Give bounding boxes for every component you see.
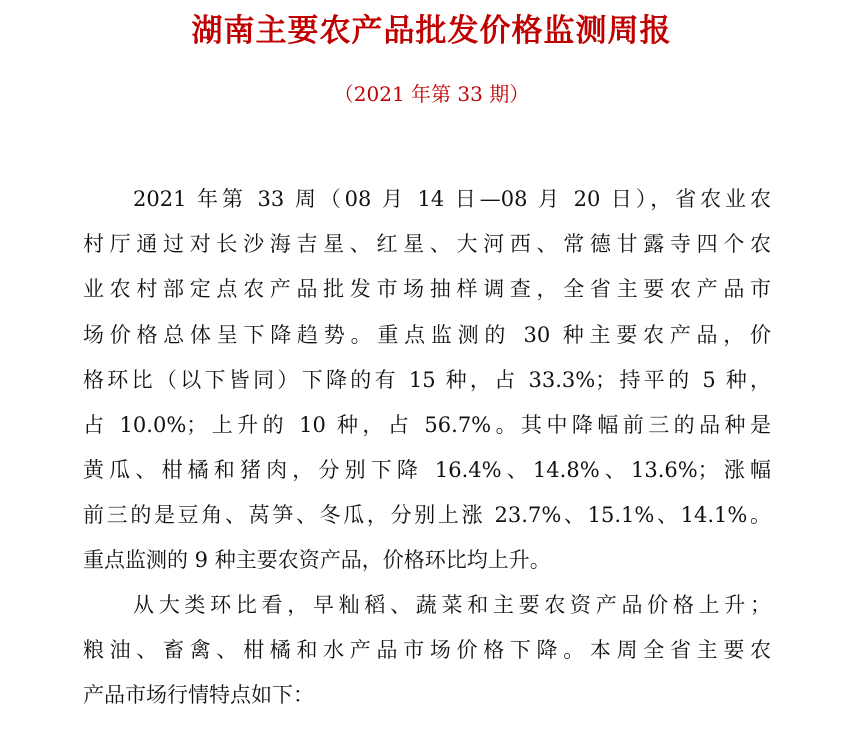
paragraph-1-line-8: 前三的是豆角、莴笋、冬瓜，分别上涨 23.7%、15.1%、14.1%。 [83,503,771,527]
paragraph-1-line-7: 黄瓜、柑橘和猪肉，分别下降 16.4%、14.8%、13.6%；涨幅 [83,458,771,482]
paragraph-1-line-4: 场价格总体呈下降趋势。重点监测的 30 种主要农产品，价 [83,323,771,347]
paragraph-1-line-2: 村厅通过对长沙海吉星、红星、大河西、常德甘露寺四个农 [83,232,771,256]
document-title: 湖南主要农产品批发价格监测周报 [191,13,672,49]
paragraph-2-line-3: 产品市场行情特点如下： [83,683,314,707]
paragraph-1-line-3: 业农村部定点农产品批发市场抽样调查，全省主要农产品市 [83,277,771,301]
paragraph-2-line-1: 从大类环比看，早籼稻、蔬菜和主要农资产品价格上升； [133,593,771,617]
paragraph-1-line-6: 占 10.0%；上升的 10 种，占 56.7%。其中降幅前三的品种是 [83,413,771,437]
paragraph-1-line-9: 重点监测的 9 种主要农资产品，价格环比均上升。 [83,548,551,572]
issue-number: （2021 年第 33 期） [333,82,530,106]
paragraph-1-line-5: 格环比（以下皆同）下降的有 15 种，占 33.3%；持平的 5 种， [83,368,771,392]
paragraph-2-line-2: 粮油、畜禽、柑橘和水产品市场价格下降。本周全省主要农 [83,638,771,662]
paragraph-1-line-1: 2021 年第 33 周（08 月 14 日—08 月 20 日），省农业农 [133,187,771,211]
